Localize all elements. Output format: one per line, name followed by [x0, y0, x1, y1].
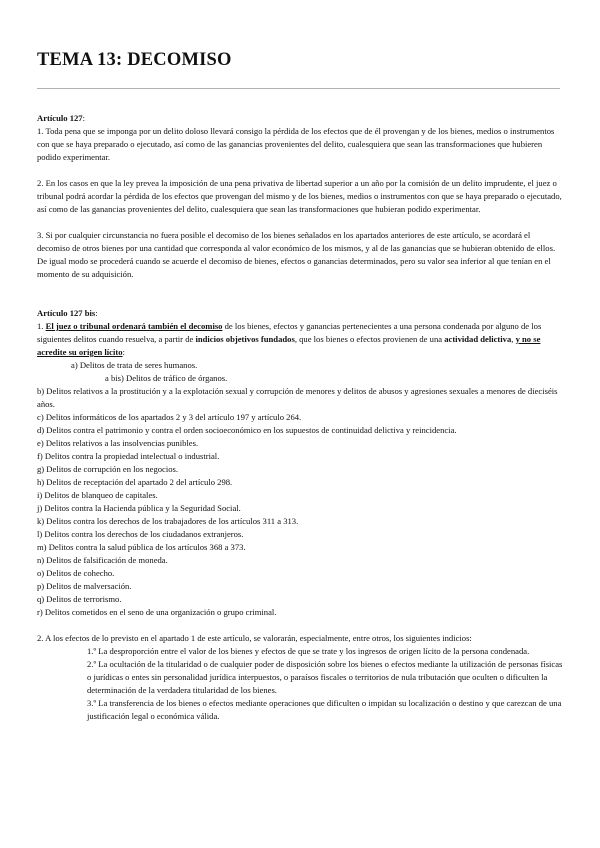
article-127-heading-colon: : — [82, 113, 85, 123]
list-item: q) Delitos de terrorismo. — [37, 594, 122, 604]
list-item: k) Delitos contra los derechos de los trabajadores de los artículos 311 a 313. — [37, 516, 299, 526]
title-divider — [37, 88, 560, 89]
p1-mid: de los bienes, efectos y ganancias pertenecientes a una persona condenada por alguno de los siguientes delitos cuando resuelva, a partir de — [37, 321, 542, 344]
indicio-item: 2.º La ocultación de la titularidad o de cualquier poder de disposición sobre los bienes o efectos mediante la utilización de personas físicas o jurídicas o entes sin personalidad jurídica interpuestos, o paraísos fiscales o territorios de nula tributación que oculten o dificulten la determinación de la verdadera titularidad de los bienes. — [87, 659, 563, 695]
p1-bold-underline: El juez o tribunal ordenará también el decomiso — [45, 321, 223, 331]
p1-actividad: actividad delictiva — [444, 334, 512, 344]
article-127-heading — [37, 112, 565, 125]
list-item: g) Delitos de corrupción en los negocios. — [37, 464, 179, 474]
list-item: m) Delitos contra la salud pública de los artículos 368 a 373. — [37, 542, 246, 552]
indicio-item: 1.º La desproporción entre el valor de los bienes y efectos de que se trate y los ingresos de origen lícito de la persona condenada. — [87, 646, 530, 656]
list-item: j) Delitos contra la Hacienda pública y la Seguridad Social. — [37, 503, 241, 513]
list-item: a bis) Delitos de tráfico de órganos. — [105, 373, 228, 383]
article-127-bis-paragraph-1 — [37, 320, 565, 359]
list-item: f) Delitos contra la propiedad intelectual o industrial. — [37, 451, 220, 461]
article-127-paragraph-3: 3. Si por cualquier circunstancia no fuera posible el decomiso de los bienes señalados en los apartados anteriores de este artículo, se acordará el decomiso de otros bienes por una cantidad que corresponda al valor económico de los mismos, y al de las ganancias que se hubieran obtenido de ellos. De igual modo se procederá cuando se acuerde el decomiso de bienes, efectos o ganancias determinados, pero su valor sea inferior al que tenían en el momento de su adquisición. — [37, 230, 556, 279]
article-127-paragraph-1: 1. Toda pena que se imponga por un delito doloso llevará consigo la pérdida de los efectos que de él provengan y de los bienes, medios o instrumentos con que se haya preparado o ejecutado, así como de las ganancias provenientes del delito, cualesquiera que sean las transformaciones que hubieren podido experimentar. — [37, 126, 555, 162]
p1-indicios: indicios objetivos fundados — [195, 334, 295, 344]
article-127-heading-text: Artículo 127 — [37, 113, 83, 123]
p1-mid3: , — [511, 334, 516, 344]
list-item: c) Delitos informáticos de los apartados 2 y 3 del artículo 197 y artículo 264. — [37, 412, 302, 422]
article-127-bis-heading-text: Artículo 127 bis — [37, 308, 96, 318]
list-item: o) Delitos de cohecho. — [37, 568, 115, 578]
article-127-bis-heading-colon: : — [95, 308, 98, 318]
list-item: h) Delitos de receptación del apartado 2 del artículo 298. — [37, 477, 233, 487]
article-127-bis-paragraph-2: 2. A los efectos de lo previsto en el apartado 1 de este artículo, se valorarán, especialmente, entre otros, los siguientes indicios: — [37, 633, 472, 643]
p1-number: 1. — [37, 321, 46, 331]
list-item: i) Delitos de blanqueo de capitales. — [37, 490, 158, 500]
p1-no-acredite: y no se acredite su origen lícito — [37, 334, 541, 357]
p1-mid2: , que los bienes o efectos provienen de una — [294, 334, 445, 344]
article-127-bis-heading — [37, 307, 565, 320]
list-item: d) Delitos contra el patrimonio y contra el orden socioeconómico en los supuestos de continuidad delictiva y reincidencia. — [37, 425, 457, 435]
article-127-paragraph-2: 2. En los casos en que la ley prevea la imposición de una pena privativa de libertad superior a un año por la comisión de un delito imprudente, el juez o tribunal podrá acordar la pérdida de los efectos que provengan del mismo y de los bienes, medios o instrumentos con que se haya preparado o ejecutado, así como de las ganancias provenientes del delito, cualesquiera que sean las transformaciones que hubieran podido experimentar. — [37, 178, 562, 214]
indicio-item: 3.º La transferencia de los bienes o efectos mediante operaciones que dificulten o impidan su localización o destino y que carezcan de una justificación legal o económica válida. — [87, 698, 562, 721]
page-title: TEMA 13: DECOMISO — [37, 50, 232, 70]
list-item: l) Delitos contra los derechos de los ciudadanos extranjeros. — [37, 529, 244, 539]
list-item: e) Delitos relativos a las insolvencias punibles. — [37, 438, 199, 448]
list-item: b) Delitos relativos a la prostitución y a la explotación sexual y corrupción de menores y delitos de abusos y agresiones sexuales a menores de dieciséis años. — [37, 386, 558, 409]
list-item: p) Delitos de malversación. — [37, 581, 132, 591]
list-item: n) Delitos de falsificación de moneda. — [37, 555, 168, 565]
p1-end: : — [122, 347, 125, 357]
list-item: r) Delitos cometidos en el seno de una organización o grupo criminal. — [37, 607, 277, 617]
list-item: a) Delitos de trata de seres humanos. — [71, 360, 198, 370]
document-body — [37, 112, 565, 723]
